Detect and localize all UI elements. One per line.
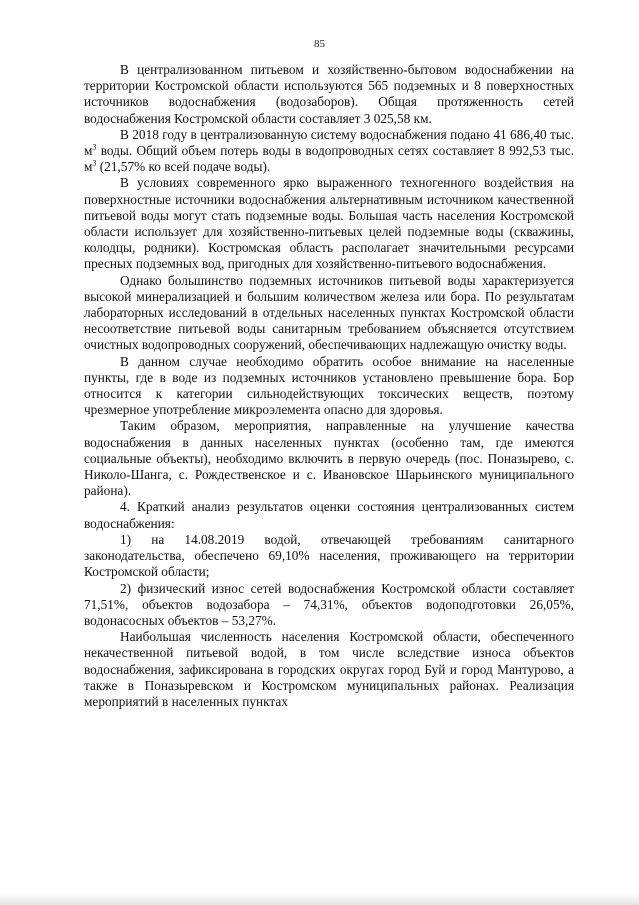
document-body — [84, 62, 574, 710]
paragraph-boron: В данном случае необходимо обратить особое внимание на населенные пункты, где в воде из подземных источников установлено превышение бора. Бор относится к категории сильнодействующих токсических веществ, поэтому чрезмерное употребление микроэлемента опасно для здоровья. — [84, 353, 574, 418]
scan-bottom-edge — [0, 893, 639, 905]
cubic-superscript-2: 3 — [92, 158, 97, 168]
paragraph-groundwater: В условиях современного ярко выраженного техногенного воздействия на поверхностные источники водоснабжения альтернативным источником качественной питьевой воды могут стать подземные воды. Большая часть населения Костромской области использует для хозяйственно-питьевых целей подземные воды (скважины, колодцы, родники). Костромская область располагает значительными ресурсами пресных подземных вод, пригодных для хозяйственно-питьевого водоснабжения. — [84, 175, 574, 272]
page-number: 85 — [314, 38, 325, 50]
volume-text-part-1: В 2018 году в централизованную систему водоснабжения подано 41 686,40 тыс. м — [84, 126, 574, 159]
paragraph-mineralization: Однако большинство подземных источников питьевой воды характеризуется высокой минерализацией и большим количеством железа или бора. По результатам лабораторных исследований в отдельных населенных пунктах Костромской области несоответствие питьевой воды санитарным требованием объясняется отсутствием очистных водопроводных сооружений, обеспечивающих надлежащую очистку воды. — [84, 272, 574, 353]
paragraph-water-sources: В централизованном питьевом и хозяйственно-бытовом водоснабжении на территории Костромской области используются 565 подземных и 8 поверхностных источников водоснабжения (водозаборов). Общая протяженность сетей водоснабжения Костромской области составляет 3 025,58 км. — [84, 62, 574, 126]
paragraph-water-volume — [84, 127, 574, 176]
paragraph-item-2: 2) физический износ сетей водоснабжения Костромской области составляет 71,51%, объектов водозабора – 74,31%, объектов водоподготовки 26,05%, водонасосных объектов – 53,27%. — [84, 580, 574, 628]
paragraph-item-1: 1) на 14.08.2019 водой, отвечающей требованиям санитарного законодательства, обеспечено 69,10% населения, проживающего на территории Костромской области; — [84, 531, 574, 580]
cubic-superscript-1: 3 — [92, 142, 97, 152]
paragraph-analysis-heading: 4. Краткий анализ результатов оценки состояния централизованных систем водоснабжения: — [84, 499, 574, 531]
paragraph-population: Наибольшая численность населения Костромской области, обеспеченного некачественной питьевой водой, в том числе вследствие износа объектов водоснабжения, зафиксирована в городских округах город Буй и город Мантурово, а также в Поназыревском и Костромском муниципальных районах. Реализация мероприятий в населенных пунктах — [84, 629, 574, 709]
volume-text-part-3: (21,57% ко всей подаче воды). — [96, 159, 271, 175]
volume-text-part-2: воды. Общий объем потерь воды в водопроводных сетях составляет 8 992,53 тыс. м — [84, 143, 574, 175]
paragraph-measures: Таким образом, мероприятия, направленные на улучшение качества водоснабжения в данных населенных пунктах (особенно там, где имеются социальные объекты), необходимо включить в первую очередь (пос. Поназырево, с. Николо-Шанга, с. Рождественское и с. Ивановское Шарьинского муниципального района). — [84, 418, 574, 499]
